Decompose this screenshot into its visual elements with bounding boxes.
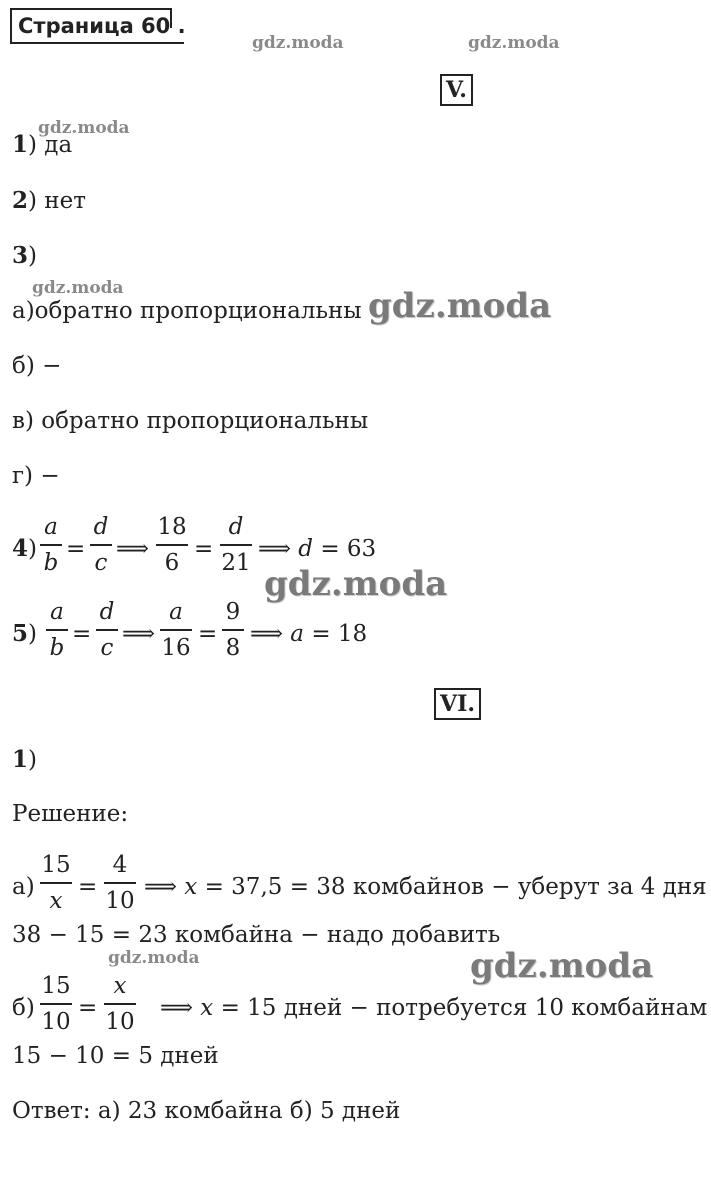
section-title-5: V. (440, 74, 473, 106)
answer-line (12, 187, 86, 215)
item-5-label (12, 620, 37, 648)
watermark: gdz.moda (468, 33, 560, 53)
fraction: a b (40, 514, 62, 576)
watermark: gdz.moda (470, 946, 654, 986)
final-answer: Ответ: а) 23 комбайна б) 5 дней (12, 1098, 401, 1124)
part-b-line2: 15 − 10 = 5 дней (12, 1043, 219, 1069)
item-text: ) да (28, 132, 73, 158)
section-title-6: VI. (434, 688, 481, 720)
item-number: 5 (12, 620, 29, 647)
part-a-result: ⟹ x = 37,5 = 38 комбайнов − уберут за 4 дня (144, 874, 707, 900)
page-label: Страница 60 (18, 14, 171, 38)
page-header (10, 8, 186, 44)
watermark: gdz.moda (368, 286, 552, 326)
equals: = (72, 621, 92, 647)
item-number: 1 (12, 746, 29, 773)
part-a-line2: 38 − 15 = 23 комбайна − надо добавить (12, 922, 501, 948)
watermark: gdz.moda (108, 948, 200, 968)
fraction: 18 6 (157, 514, 187, 576)
sub-answer-v: в) обратно пропорциональны (12, 408, 369, 434)
fraction: a 16 (161, 599, 191, 661)
equals: = (198, 621, 218, 647)
part-b-prefix: б) (12, 995, 35, 1021)
item-number: 1 (12, 131, 29, 158)
header-border-tail (162, 42, 184, 44)
item-text: ) нет (28, 188, 86, 214)
item-text: ) (28, 747, 37, 773)
header-border-right (170, 8, 172, 28)
equals: = (194, 536, 214, 562)
result: ⟹ d = 63 (258, 536, 377, 562)
equals: = (66, 536, 86, 562)
implies: ⟹ (116, 536, 149, 562)
fraction: 15 10 (41, 973, 71, 1035)
answer-line (12, 746, 37, 774)
watermark: gdz.moda (264, 564, 448, 604)
result: ⟹ a = 18 (250, 621, 368, 647)
part-a-prefix: а) (12, 874, 35, 900)
page-label-dot: . (177, 14, 186, 38)
equals: = (78, 874, 98, 900)
item-4-label (12, 535, 37, 563)
part-b-result: ⟹ x = 15 дней − потребуется 10 комбайнам (160, 995, 708, 1021)
fraction: x 10 (105, 973, 135, 1035)
answer-line (12, 131, 72, 159)
fraction: d 21 (221, 514, 251, 576)
watermark: gdz.moda (32, 278, 124, 298)
item-text: ) (28, 243, 37, 269)
equals: = (78, 995, 98, 1021)
watermark: gdz.moda (252, 33, 344, 53)
solution-label: Решение: (12, 801, 129, 827)
item-number: 3 (12, 242, 29, 269)
fraction: a b (46, 599, 68, 661)
paren: ) (28, 536, 37, 562)
implies: ⟹ (122, 621, 155, 647)
fraction: 15 x (41, 852, 71, 914)
sub-answer-g: г) − (12, 463, 60, 489)
fraction: 4 10 (105, 852, 135, 914)
fraction: d c (96, 599, 118, 661)
sub-answer-b: б) − (12, 353, 62, 379)
watermark: gdz.moda (38, 118, 130, 138)
fraction: 9 8 (222, 599, 244, 661)
item-number: 2 (12, 187, 29, 214)
sub-answer-a: а)обратно пропорциональны (12, 298, 362, 324)
item-number: 4 (12, 535, 29, 562)
answer-line (12, 242, 37, 270)
paren: ) (28, 621, 37, 647)
fraction: d c (90, 514, 112, 576)
